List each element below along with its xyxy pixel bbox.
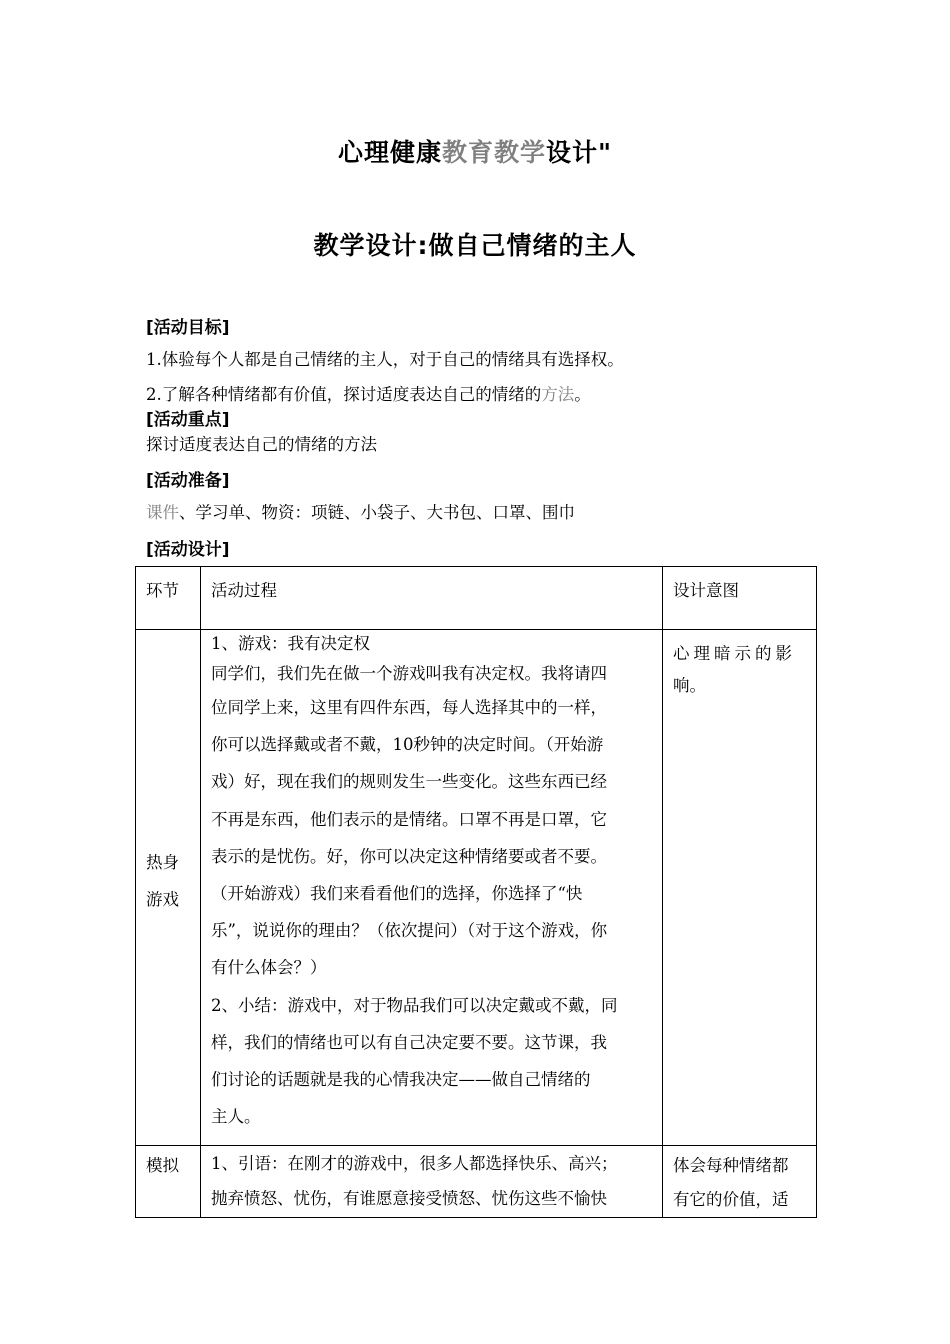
- process-line: 戏）好，现在我们的规则发生一些变化。这些东西已经: [211, 772, 607, 792]
- page-title: [0, 133, 950, 169]
- design-heading: [活动设计]: [146, 540, 230, 560]
- prep-text: [146, 499, 575, 523]
- prep-rest: 、学习单、物资：项链、小袋子、大书包、口罩、围巾: [179, 503, 575, 522]
- table-header-row: [136, 567, 817, 630]
- process-line: 位同学上来，这里有四件东西，每人选择其中的一样，: [211, 698, 607, 717]
- process-line: 1、游戏：我有决定权: [211, 634, 370, 653]
- section-cell: [136, 1146, 201, 1218]
- section-cell: [136, 630, 201, 1146]
- process-line: （开始游戏）我们来看看他们的选择，你选择了“快: [211, 884, 583, 904]
- process-line: 你可以选择戴或者不戴，10秒钟的决定时间。（开始游: [211, 735, 604, 755]
- process-line: 有什么体会？）: [211, 958, 327, 978]
- table-row: [136, 1146, 817, 1218]
- header-section: 环节: [136, 567, 201, 630]
- table-row: [136, 630, 817, 1146]
- title-part1: 心理健康: [337, 138, 442, 167]
- process-line: 主人。: [211, 1107, 261, 1127]
- section-label-line2: 游戏: [146, 890, 179, 909]
- title-part2: 教育教学: [441, 138, 546, 167]
- process-line: 不再是东西，他们表示的是情绪。口罩不再是口罩，它: [211, 809, 607, 829]
- process-line: 表示的是忧伤。好，你可以决定这种情绪要或者不要。: [211, 846, 607, 866]
- focus-heading: [活动重点]: [146, 410, 230, 430]
- process-line: 乐”，说说你的理由？（依次提问）（对于这个游戏，你: [211, 921, 608, 941]
- section-label-line1: 热身: [146, 853, 179, 872]
- section-label: 模拟: [146, 1156, 179, 1175]
- goals-heading: [活动目标]: [146, 318, 230, 338]
- header-intent: 设计意图: [663, 567, 817, 630]
- goal-2: [146, 381, 591, 405]
- process-cell: [201, 1146, 663, 1218]
- activity-table: [135, 566, 817, 1218]
- process-line: 2、小结：游戏中，对于物品我们可以决定戴或不戴，同: [211, 995, 618, 1015]
- goal-1: 1.体验每个人都是自己情绪的主人，对于自己的情绪具有选择权。: [146, 350, 624, 369]
- intent-line1: 体会每种情绪都: [673, 1156, 789, 1175]
- title-part3: 设计": [546, 138, 613, 167]
- process-cell: [201, 630, 663, 1146]
- focus-text: 探讨适度表达自己的情绪的方法: [146, 435, 377, 454]
- intent-cell: [663, 630, 817, 1146]
- goal-2-gray: 方法: [541, 385, 575, 404]
- process-line: 样，我们的情绪也可以有自己决定要不要。这节课，我: [211, 1032, 607, 1052]
- goal-2-prefix: 2.了解各种情绪都有价值，探讨适度表达自己的情绪的: [146, 385, 542, 404]
- page-subtitle: 教学设计:做自己情绪的主人: [313, 231, 637, 260]
- intent-line2: 响。: [673, 676, 706, 695]
- intent-line2: 有它的价值，适: [673, 1190, 789, 1209]
- process-line: 们讨论的话题就是我的心情我决定——做自己情绪的: [211, 1070, 591, 1090]
- intent-line1: 心理暗示的影: [673, 644, 796, 663]
- goal-2-suffix: 。: [574, 385, 591, 404]
- process-line: 同学们，我们先在做一个游戏叫我有决定权。我将请四: [211, 664, 607, 683]
- prep-gray: 课件: [146, 503, 179, 522]
- prep-heading: [活动准备]: [146, 471, 230, 491]
- header-process: 活动过程: [201, 567, 663, 630]
- process-line: 1、引语：在刚才的游戏中，很多人都选择快乐、高兴；: [211, 1154, 618, 1173]
- intent-cell: [663, 1146, 817, 1218]
- process-line: 抛弃愤怒、忧伤，有谁愿意接受愤怒、忧伤这些不愉快: [211, 1189, 607, 1208]
